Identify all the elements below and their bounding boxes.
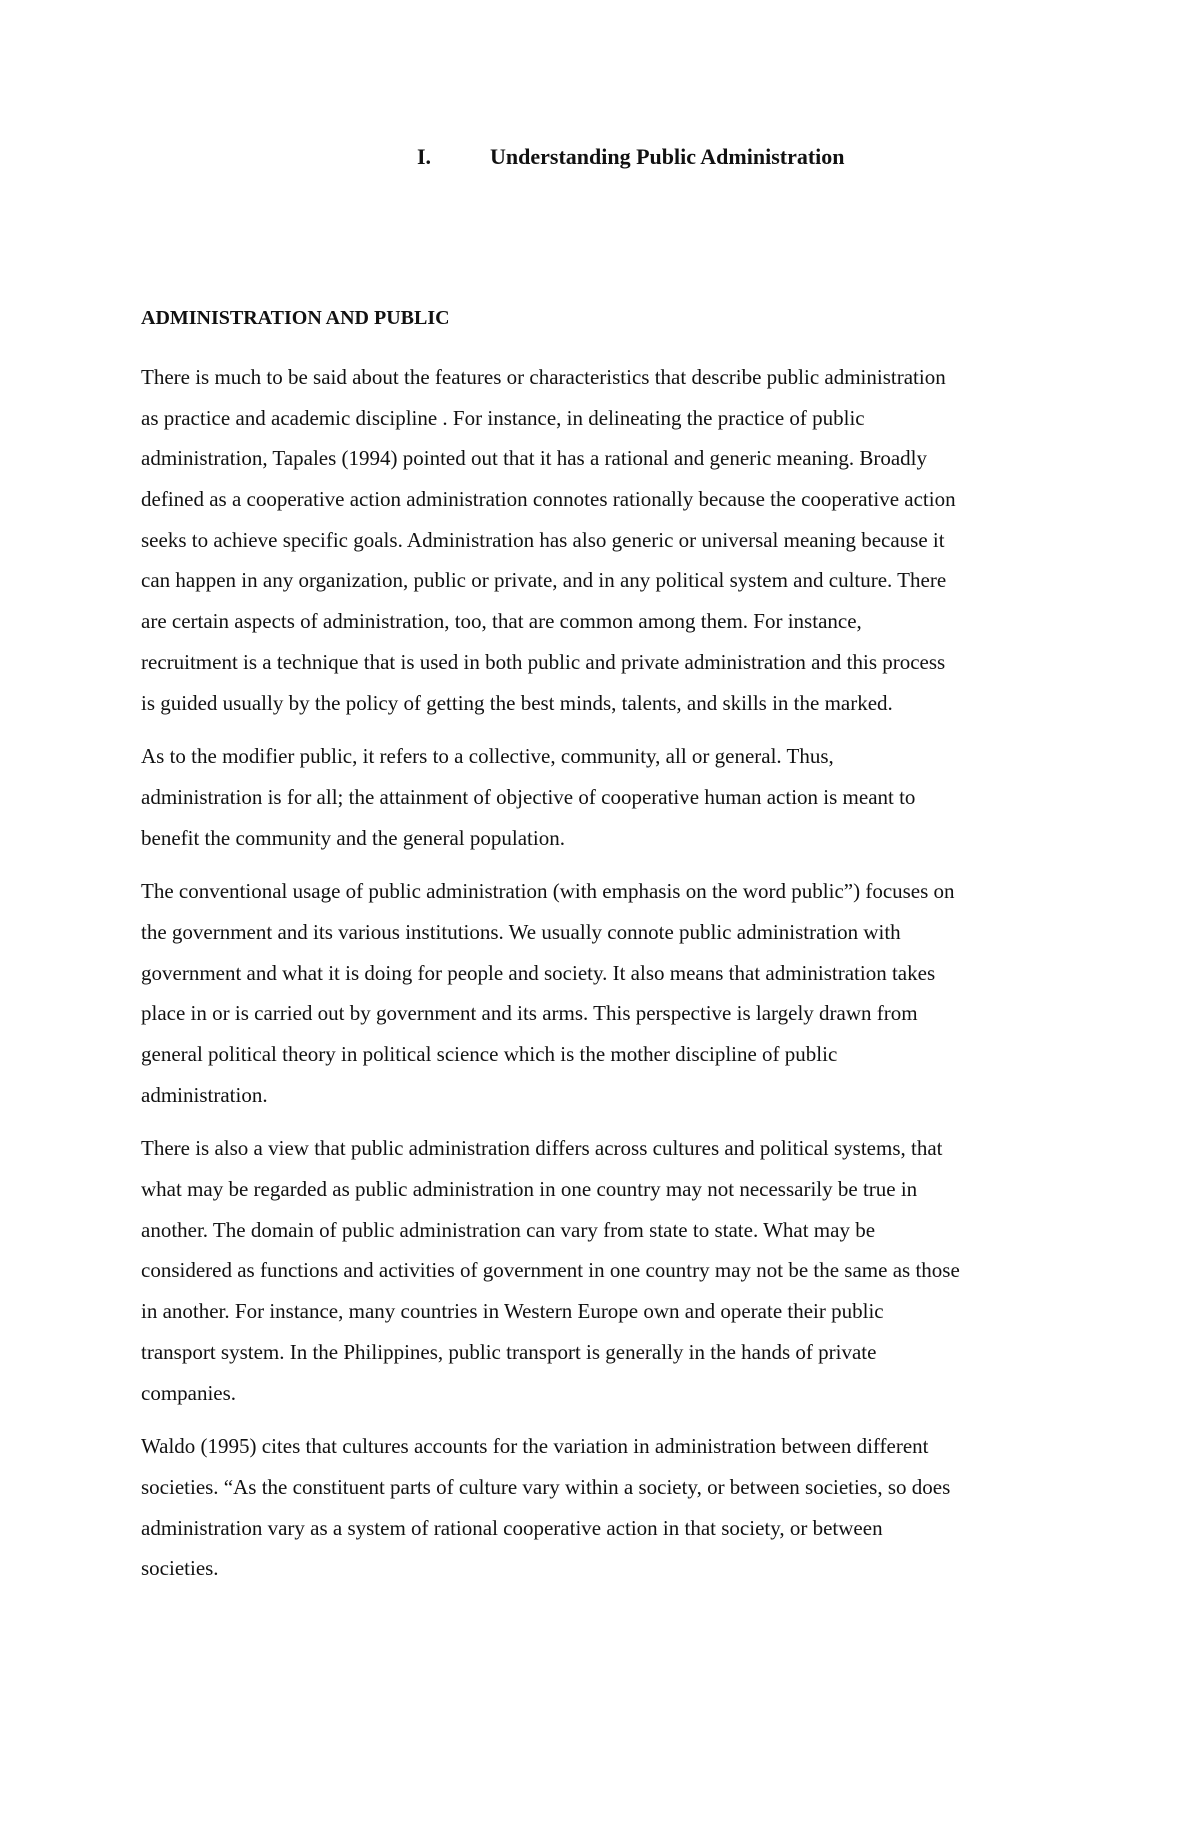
text-line: societies.: [141, 1556, 219, 1581]
text-line: Waldo (1995) cites that cultures accounts for the variation in administration between different: [141, 1434, 929, 1459]
paragraph: [141, 357, 1061, 723]
text-line: general political theory in political science which is the mother discipline of public: [141, 1042, 838, 1066]
text-line: in another. For instance, many countries in Western Europe own and operate their public: [141, 1299, 884, 1324]
paragraph: [141, 871, 1061, 1115]
text-line: government and what it is doing for people and society. It also means that administration takes: [141, 960, 936, 985]
text-line: administration.: [141, 1082, 268, 1107]
text-line: as practice and academic discipline . For instance, in delineating the practice of public: [141, 405, 865, 430]
title-number: I.: [417, 144, 432, 169]
title-text: Understanding Public Administration: [490, 144, 845, 169]
text-line: administration, Tapales (1994) pointed out that it has a rational and generic meaning. Broadly: [141, 446, 928, 471]
text-line: place in or is carried out by government and its arms. This perspective is largely drawn from: [141, 1001, 918, 1026]
text-line: is guided usually by the policy of getting the best minds, talents, and skills in the marked.: [141, 690, 893, 715]
text-line: are certain aspects of administration, too, that are common among them. For instance,: [141, 609, 862, 634]
text-line: societies. “As the constituent parts of culture vary within a society, or between societies, so does: [141, 1474, 951, 1499]
text-line: There is much to be said about the features or characteristics that describe public administration: [141, 365, 946, 389]
document-title: [0, 142, 1200, 172]
text-line: considered as functions and activities of government in one country may not be the same as those: [141, 1258, 960, 1283]
text-line: companies.: [141, 1380, 237, 1405]
section-heading: ADMINISTRATION AND PUBLIC: [141, 307, 450, 329]
document-body: [141, 357, 1061, 1602]
paragraph: [141, 736, 1061, 858]
text-line: recruitment is a technique that is used in both public and private administration and this process: [141, 649, 946, 674]
text-line: The conventional usage of public administration (with emphasis on the word public”) focuses on: [141, 879, 955, 904]
text-line: administration is for all; the attainment of objective of cooperative human action is meant to: [141, 784, 916, 809]
text-line: benefit the community and the general population.: [141, 825, 565, 850]
text-line: another. The domain of public administration can vary from state to state. What may be: [141, 1217, 876, 1242]
text-line: seeks to achieve specific goals. Administration has also generic or universal meaning because it: [141, 527, 945, 552]
paragraph: [141, 1426, 1061, 1589]
text-line: As to the modifier public, it refers to a collective, community, all or general. Thus,: [141, 744, 834, 769]
text-line: transport system. In the Philippines, public transport is generally in the hands of private: [141, 1339, 877, 1364]
text-line: defined as a cooperative action administration connotes rationally because the cooperative action: [141, 487, 956, 512]
text-line: what may be regarded as public administration in one country may not necessarily be true in: [141, 1177, 918, 1202]
text-line: There is also a view that public administration differs across cultures and political systems, that: [141, 1136, 943, 1161]
paragraph: [141, 1128, 1061, 1413]
text-line: administration vary as a system of rational cooperative action in that society, or between: [141, 1515, 883, 1540]
text-line: the government and its various institutions. We usually connote public administration with: [141, 919, 901, 944]
text-line: can happen in any organization, public or private, and in any political system and culture. There: [141, 568, 947, 593]
